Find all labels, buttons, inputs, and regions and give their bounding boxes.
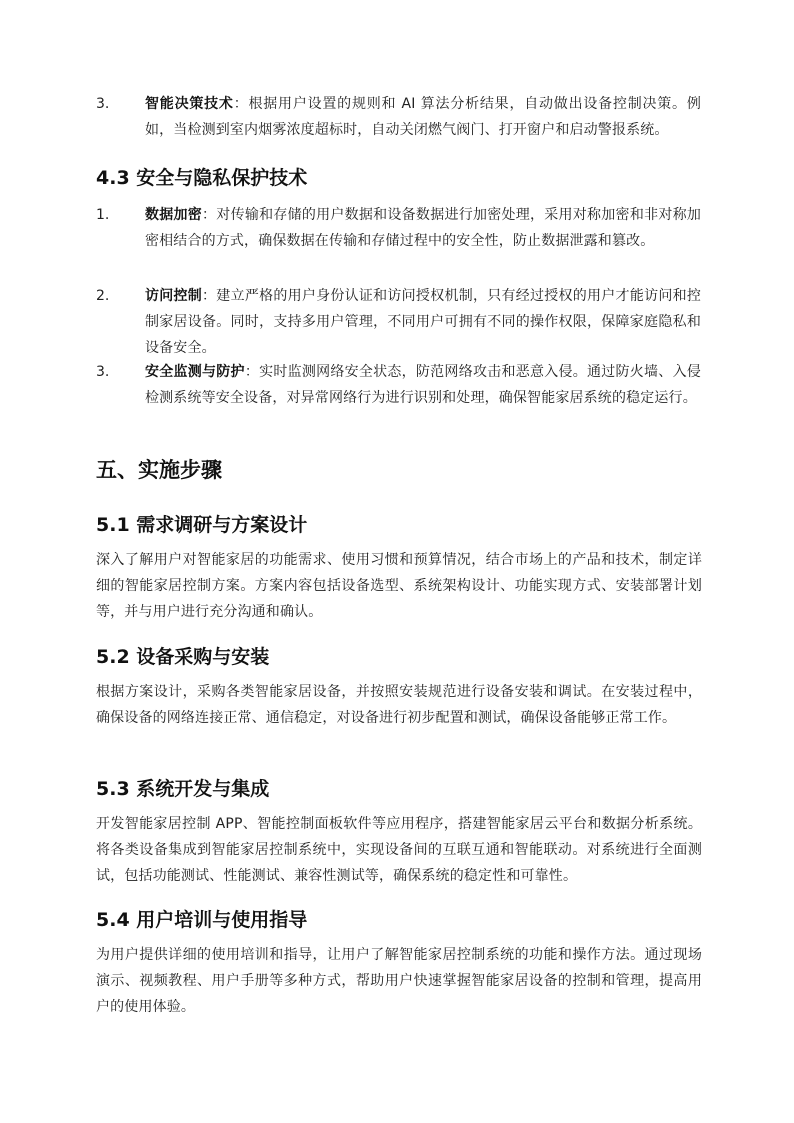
list-item-text: ：根据用户设置的规则和 AI 算法分析结果，自动做出设备控制决策。例如，当检测到室内烟雾浓度超标时，自动关闭燃气阀门、打开窗户和启动警报系统。 bbox=[145, 96, 701, 138]
section-heading-5-2: 5.2 设备采购与安装 bbox=[96, 646, 270, 668]
section-paragraph-5-4: 为用户提供详细的使用培训和指导，让用户了解智能家居控制系统的功能和操作方法。通过现场演示、视频教程、用户手册等多种方式，帮助用户快速掌握智能家居设备的控制和管理，提高用户的使用体验。 bbox=[96, 947, 702, 1015]
list-item-body bbox=[145, 91, 701, 143]
list-item-term: 数据加密 bbox=[145, 207, 203, 223]
list-item-text: ：对传输和存储的用户数据和设备数据进行加密处理，采用对称加密和非对称加密相结合的方式，确保数据在传输和存储过程中的安全性，防止数据泄露和篡改。 bbox=[145, 207, 701, 249]
section-paragraph-5-1: 深入了解用户对智能家居的功能需求、使用习惯和预算情况，结合市场上的产品和技术，制定详细的智能家居控制方案。方案内容包括设备选型、系统架构设计、功能实现方式、安装部署计划等，并与用户进行充分沟通和确认。 bbox=[96, 552, 702, 620]
list-item bbox=[96, 359, 706, 411]
chapter-heading-5: 五、实施步骤 bbox=[96, 458, 222, 482]
list-item-number: 3. bbox=[96, 364, 110, 380]
list-item bbox=[96, 283, 706, 361]
section-heading-5-3: 5.3 系统开发与集成 bbox=[96, 778, 270, 800]
list-item-number: 3. bbox=[96, 96, 110, 112]
list-item bbox=[96, 91, 706, 143]
list-item-term: 智能决策技术 bbox=[145, 96, 234, 112]
list-item-number: 1. bbox=[96, 207, 110, 223]
list-item-text: ：实时监测网络安全状态，防范网络攻击和恶意入侵。通过防火墙、入侵检测系统等安全设备，对异常网络行为进行识别和处理，确保智能家居系统的稳定运行。 bbox=[145, 364, 701, 406]
section-paragraph-5-3: 开发智能家居控制 APP、智能控制面板软件等应用程序，搭建智能家居云平台和数据分析系统。将各类设备集成到智能家居控制系统中，实现设备间的互联互通和智能联动。对系统进行全面测试，包括功能测试、性能测试、兼容性测试等，确保系统的稳定性和可靠性。 bbox=[96, 816, 702, 884]
list-item bbox=[96, 202, 706, 254]
section-heading-5-4: 5.4 用户培训与使用指导 bbox=[96, 909, 308, 931]
list-item-body bbox=[145, 202, 701, 254]
section-heading-4-3: 4.3 安全与隐私保护技术 bbox=[96, 167, 308, 189]
section-heading-5-1: 5.1 需求调研与方案设计 bbox=[96, 514, 308, 536]
section-paragraph-5-2: 根据方案设计，采购各类智能家居设备，并按照安装规范进行设备安装和调试。在安装过程中，确保设备的网络连接正常、通信稳定，对设备进行初步配置和测试，确保设备能够正常工作。 bbox=[96, 684, 702, 726]
list-item-number: 2. bbox=[96, 288, 110, 304]
list-item-body bbox=[145, 283, 701, 361]
list-item-term: 访问控制 bbox=[145, 288, 203, 304]
list-item-term: 安全监测与防护 bbox=[145, 364, 245, 380]
list-item-text: ：建立严格的用户身份认证和访问授权机制，只有经过授权的用户才能访问和控制家居设备。同时，支持多用户管理，不同用户可拥有不同的操作权限，保障家庭隐私和设备安全。 bbox=[145, 288, 701, 356]
list-item-body bbox=[145, 359, 701, 411]
